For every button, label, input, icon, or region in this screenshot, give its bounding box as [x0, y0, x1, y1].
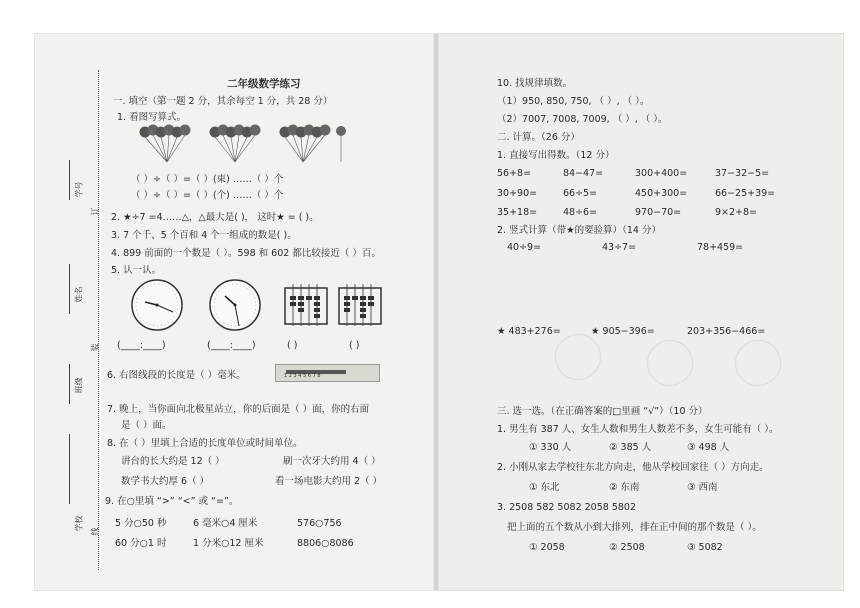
- calc-item: 37−32−5=: [715, 168, 770, 179]
- calc-item: 56+8=: [497, 168, 532, 179]
- compare-item: 6 毫米○4 厘米: [193, 518, 258, 529]
- unit-item-4: 看一场电影大约用 2（ ）: [275, 476, 383, 487]
- question-2: 2. ★÷7 =4……△，△最大是( )， 这时★ = ( )。: [111, 212, 319, 223]
- choice-option: ① 330 人: [529, 442, 572, 453]
- compare-item: 5 分○50 秒: [115, 518, 167, 529]
- section-calculation: 二. 计算。（26 分）: [497, 132, 580, 143]
- choice-option: ① 2058: [529, 542, 565, 553]
- section-fill-in: 一. 填空（第一题 2 分，其余每空 1 分，共 28 分）: [113, 96, 333, 107]
- choice-option: ② 东南: [609, 482, 640, 493]
- binding-line: [98, 70, 99, 570]
- unit-item-1: 讲台的长大约是 12（ ）: [121, 456, 225, 467]
- margin-school: 学校: [74, 515, 84, 532]
- vertical-calc-item: ★ 483+276=: [497, 326, 561, 337]
- calc-item: 970−70=: [635, 207, 682, 218]
- question-10-1: （1）950, 850, 750, （ ）, （ ）。: [497, 96, 650, 107]
- compare-item: 1 分米○12 厘米: [193, 538, 264, 549]
- choice-option: ③ 5082: [687, 542, 723, 553]
- unit-item-3: 数学书大约厚 6（ ）: [121, 476, 210, 487]
- faint-circle-mark: [647, 340, 693, 386]
- question-10: 10. 找规律填数。: [497, 78, 573, 89]
- compare-item: 60 分○1 时: [115, 538, 167, 549]
- calc-item: 84−47=: [563, 168, 604, 179]
- choice-option: ③ 498 人: [687, 442, 730, 453]
- choice-option: ① 东北: [529, 482, 560, 493]
- vertical-calc-item: ★ 905−396=: [591, 326, 655, 337]
- abacus-2: [337, 282, 383, 328]
- choice-question-2: 2. 小刚从家去学校往东北方向走，他从学校回家往（ ）方向走。: [497, 462, 769, 473]
- question-3: 3. 7 个千、5 个百和 4 个一组成的数是( )。: [111, 230, 297, 241]
- margin-xian: 线: [90, 527, 100, 536]
- margin-name: 姓名: [74, 286, 84, 303]
- question-7-line-1: 7. 晚上，当你面向北极星站立，你的后面是（ ）面，你的右面: [107, 404, 370, 415]
- balloon-bunch: [210, 125, 261, 163]
- compare-item: 8806○8086: [297, 538, 354, 549]
- clock-answer-1: (____:____): [117, 340, 166, 351]
- calc-item: 35+18=: [497, 207, 538, 218]
- clock-2: [201, 278, 269, 332]
- choice-option: ③ 西南: [687, 482, 718, 493]
- calc-item: 300+400=: [635, 168, 688, 179]
- balloon-bunch: [140, 125, 191, 163]
- margin-zhuang: 装: [90, 343, 100, 352]
- faint-circle-mark: [555, 334, 601, 380]
- question-1: 1. 看图写算式。: [117, 112, 187, 123]
- balloon-bunch: [280, 125, 331, 163]
- margin-ding: 订: [90, 207, 100, 216]
- worksheet-paper: [35, 34, 843, 590]
- question-9: 9. 在○里填 “>” “<” 或 “=”。: [105, 496, 239, 507]
- margin-blank: [69, 264, 70, 314]
- calc-item: 9×2+8=: [715, 207, 758, 218]
- question-1-line-1: （ ）÷（ ）=（ ）(束) ……（ ）个: [131, 174, 284, 185]
- margin-blank: [69, 364, 70, 404]
- margin-blank: [69, 160, 70, 200]
- question-1-line-2: （ ）÷（ ）=（ ）(个) ……（ ）个: [131, 190, 284, 201]
- abacus-answer-2: ( ): [349, 340, 360, 351]
- vertical-calc-item: 43÷7=: [602, 242, 637, 253]
- abacus-1: [283, 282, 329, 328]
- margin-blank: [69, 434, 70, 504]
- calc-item: 66−25+39=: [715, 188, 776, 199]
- choice-option: ② 2508: [609, 542, 645, 553]
- choice-question-3: 3. 2508 582 5082 2058 5802: [497, 502, 637, 513]
- vertical-calc-item: 78+459=: [697, 242, 744, 253]
- choice-question-3-text: 把上面的五个数从小到大排列，排在正中间的那个数是（ ）。: [507, 522, 762, 533]
- page-title: 二年级数学练习: [227, 78, 301, 90]
- calc-item: 66÷5=: [563, 188, 598, 199]
- choice-option: ② 385 人: [609, 442, 652, 453]
- question-10-2: （2）7007, 7008, 7009, （ ）, （ ）。: [497, 114, 668, 125]
- abacus-answer-1: ( ): [287, 340, 298, 351]
- margin-student-id: 学号: [74, 181, 84, 198]
- balloons-picture: [135, 122, 355, 170]
- question-5: 5. 认一认。: [111, 265, 162, 276]
- unit-item-2: 刷一次牙大约用 4（ ）: [283, 456, 381, 467]
- compare-item: 576○756: [297, 518, 342, 529]
- question-4: 4. 899 前面的一个数是（ ）。598 和 602 都比较接近（ ）百。: [111, 248, 381, 259]
- section-choose: 三. 选一选。（在正确答案的□里画 “√”）（10 分）: [497, 406, 708, 417]
- margin-class: 班级: [74, 377, 84, 394]
- question-8: 8. 在（ ）里填上合适的长度单位或时间单位。: [107, 438, 303, 449]
- calc-part-2: 2. 竖式计算（带★的要验算）（14 分）: [497, 225, 661, 236]
- ruler-picture: [275, 364, 380, 382]
- calc-item: 48÷6=: [563, 207, 598, 218]
- calc-item: 30+90=: [497, 188, 538, 199]
- page-fold: [433, 34, 439, 590]
- single-balloon: [336, 126, 346, 162]
- faint-circle-mark: [735, 340, 781, 386]
- clock-answer-2: (____:____): [207, 340, 256, 351]
- choice-question-1: 1. 男生有 387 人、女生人数和男生人数差不多，女生可能有（ ）。: [497, 424, 779, 435]
- question-7-line-2: 是（ ）面。: [121, 420, 172, 431]
- calc-part-1: 1. 直接写出得数。（12 分）: [497, 150, 615, 161]
- vertical-calc-item: 40÷9=: [507, 242, 542, 253]
- ruler-ticks: 1 2 3 4 5 6 7 8: [284, 373, 321, 379]
- calc-item: 450+300=: [635, 188, 688, 199]
- vertical-calc-item: 203+356−466=: [687, 326, 766, 337]
- clock-1: [123, 278, 191, 332]
- question-6: 6. 右图线段的长度是（ ）毫米。: [107, 370, 246, 381]
